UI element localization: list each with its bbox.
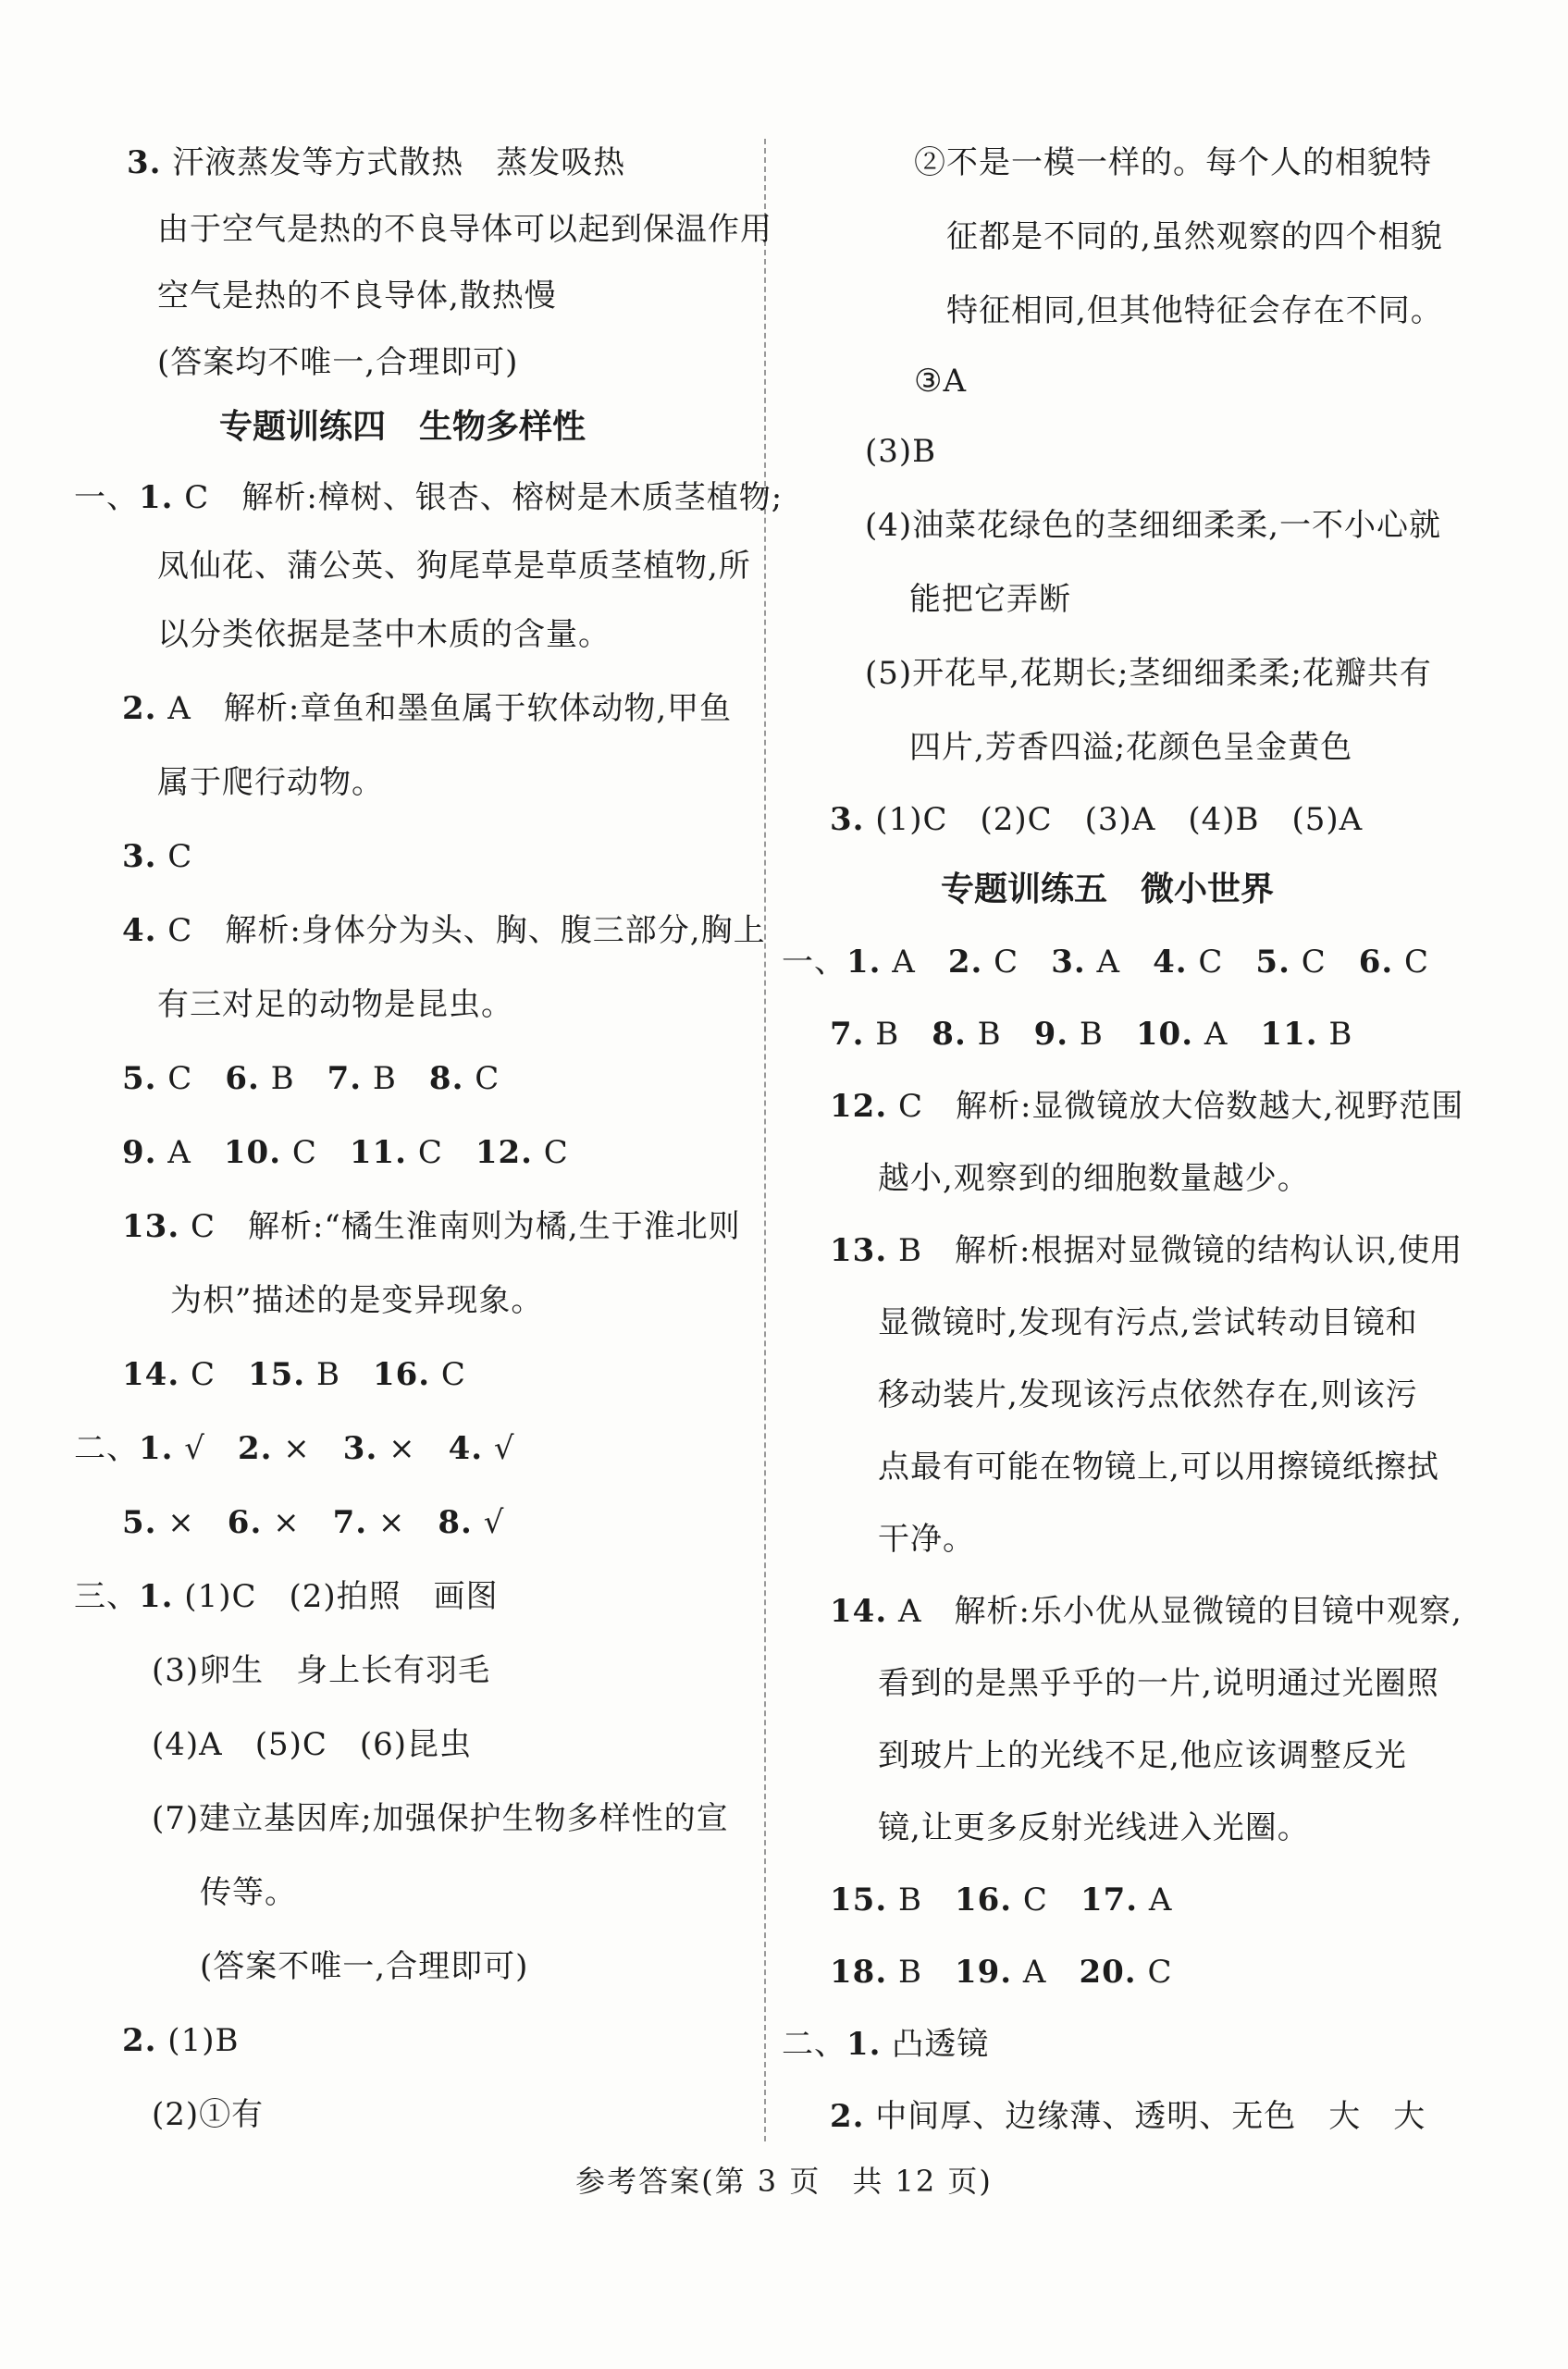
answer-line: (3)B: [865, 433, 937, 470]
answer-line: 越小,观察到的细胞数量越少。: [878, 1160, 1310, 1197]
answer-line: 三、1. (1)C (2)拍照 画图: [74, 1578, 499, 1615]
answer-line: ③A: [914, 363, 968, 400]
answer-line: 12. C 解析:显微镜放大倍数越大,视野范围: [830, 1088, 1464, 1125]
answer-line: ②不是一模一样的。每个人的相貌特: [914, 144, 1432, 181]
answer-line: 18. B 19. A 20. C: [830, 1954, 1173, 1991]
answer-line: 以分类依据是茎中木质的含量。: [157, 616, 611, 653]
page-footer: 参考答案(第 3 页 共 12 页): [575, 2164, 993, 2199]
answer-line: 看到的是黑乎乎的一片,说明通过光圈照: [878, 1665, 1439, 1702]
answer-line: (答案均不唯一,合理即可): [157, 344, 519, 381]
answer-line: 2. A 解析:章鱼和墨鱼属于软体动物,甲鱼: [122, 690, 733, 727]
answer-line: (5)开花早,花期长;茎细细柔柔;花瓣共有: [865, 655, 1432, 692]
answer-line: 镜,让更多反射光线进入光圈。: [878, 1809, 1310, 1846]
answer-line: 一、1. A 2. C 3. A 4. C 5. C 6. C: [782, 944, 1430, 981]
answer-line: 到玻片上的光线不足,他应该调整反光: [878, 1737, 1407, 1774]
answer-line: 14. A 解析:乐小优从显微镜的目镜中观察,: [830, 1593, 1463, 1630]
answer-line: 3. (1)C (2)C (3)A (4)B (5)A: [830, 801, 1364, 838]
answer-line: 7. B 8. B 9. B 10. A 11. B: [830, 1016, 1353, 1053]
answer-line: 凤仙花、蒲公英、狗尾草是草质茎植物,所: [157, 548, 751, 585]
answer-line: 3. 汗液蒸发等方式散热 蒸发吸热: [127, 144, 626, 181]
answer-line: (4)油菜花绿色的茎细细柔柔,一不小心就: [865, 507, 1441, 544]
answer-line: (2)①有: [152, 2096, 265, 2133]
answer-line: 移动装片,发现该污点依然存在,则该污: [878, 1376, 1418, 1413]
answer-line: 干净。: [878, 1521, 975, 1558]
answer-line: 5. C 6. B 7. B 8. C: [122, 1060, 500, 1097]
answer-line: 2. (1)B: [122, 2022, 240, 2059]
answer-line: 传等。: [200, 1874, 297, 1911]
answer-line: 2. 中间厚、边缘薄、透明、无色 大 大: [830, 2098, 1426, 2135]
answer-line: (3)卵生 身上长有羽毛: [152, 1652, 491, 1689]
answer-line: 特征相同,但其他特征会存在不同。: [946, 292, 1443, 329]
answer-line: 4. C 解析:身体分为头、胸、腹三部分,胸上: [122, 912, 766, 949]
answer-line: 点最有可能在物镜上,可以用擦镜纸擦拭: [878, 1449, 1439, 1486]
answer-line: 3. C: [122, 838, 193, 875]
answer-line: (7)建立基因库;加强保护生物多样性的宣: [152, 1800, 729, 1837]
answer-line: 四片,芳香四溢;花颜色呈金黄色: [909, 729, 1353, 766]
answer-line: 5. × 6. × 7. × 8. √: [122, 1504, 505, 1541]
answer-line: 一、1. C 解析:樟树、银杏、榕树是木质茎植物;: [74, 479, 784, 516]
answer-line: 为枳”描述的是变异现象。: [170, 1282, 544, 1319]
answer-line: (答案不唯一,合理即可): [200, 1948, 529, 1985]
answer-line: 征都是不同的,虽然观察的四个相貌: [946, 218, 1443, 255]
answer-line: 二、1. 凸透镜: [782, 2026, 990, 2063]
column-divider: [764, 139, 766, 2141]
answer-line: 9. A 10. C 11. C 12. C: [122, 1134, 569, 1171]
answer-line: 13. B 解析:根据对显微镜的结构认识,使用: [830, 1232, 1463, 1269]
answer-line: 15. B 16. C 17. A: [830, 1882, 1173, 1919]
answer-line: 由于空气是热的不良导体可以起到保温作用: [157, 211, 772, 248]
answer-line: 13. C 解析:“橘生淮南则为橘,生于淮北则: [122, 1208, 741, 1245]
answer-line: 显微镜时,发现有污点,尝试转动目镜和: [878, 1304, 1418, 1341]
answer-line: 14. C 15. B 16. C: [122, 1356, 466, 1393]
answer-line: 有三对足的动物是昆虫。: [157, 986, 513, 1023]
answer-line: 属于爬行动物。: [157, 764, 384, 801]
section-heading-5: 专题训练五 微小世界: [941, 870, 1275, 908]
section-heading-4: 专题训练四 生物多样性: [219, 408, 586, 446]
answer-line: 空气是热的不良导体,散热慢: [157, 278, 557, 315]
answer-line: 能把它弄断: [909, 581, 1071, 618]
answer-line: 二、1. √ 2. × 3. × 4. √: [74, 1430, 515, 1467]
answer-line: (4)A (5)C (6)昆虫: [152, 1726, 473, 1763]
